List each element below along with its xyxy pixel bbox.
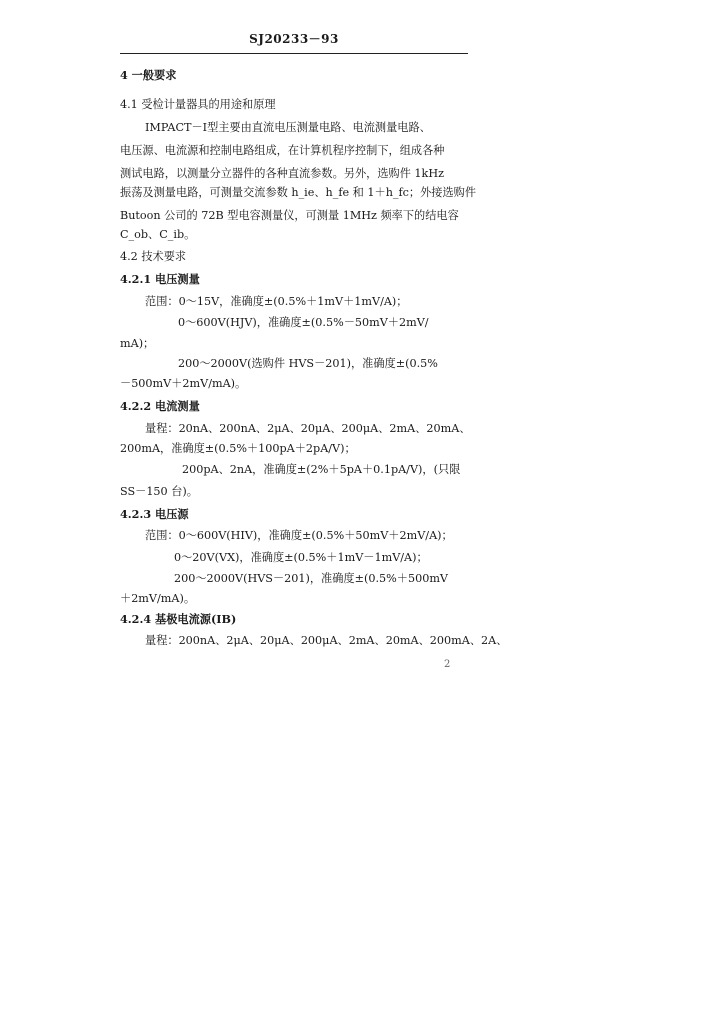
paragraph-line: 范围：0～600V(HIV)，准确度±(0.5%＋50mV＋2mV/A)；	[145, 529, 453, 542]
paragraph-line: 200～2000V(选购件 HVS－201)，准确度±(0.5%	[178, 357, 438, 370]
paragraph-line: Butoon 公司的 72B 型电容测量仪，可测量 1MHz 频率下的结电容	[120, 209, 459, 222]
page-number: 2	[444, 659, 451, 670]
paragraph-line: 200pA、2nA，准确度±(2%＋5pA＋0.1pA/V)，(只限	[182, 463, 461, 476]
document-header: SJ20233－93	[249, 32, 339, 46]
paragraph-line: 量程：200nA、2μA、20μA、200μA、2mA、20mA、200mA、2A、	[145, 634, 508, 647]
paragraph-line: 测试电路，以测量分立器件的各种直流参数。另外，选购件 1kHz	[120, 167, 444, 180]
section-4-1-heading: 4.1 受检计量器具的用途和原理	[120, 98, 276, 111]
section-4-2-heading: 4.2 技术要求	[120, 250, 187, 263]
section-4-2-3-heading: 4.2.3 电压源	[120, 507, 189, 521]
paragraph-line: 200～2000V(HVS－201)，准确度±(0.5%＋500mV	[174, 572, 449, 585]
paragraph-line: 振荡及测量电路，可测量交流参数 h_ie、h_fe 和 1＋h_fc；外接选购件	[120, 186, 477, 199]
paragraph-line: 200mA，准确度±(0.5%＋100pA＋2pA/V)；	[120, 442, 356, 455]
paragraph-line: 范围：0～15V，准确度±(0.5%＋1mV＋1mV/A)；	[145, 295, 408, 308]
paragraph-line: ＋2mV/mA)。	[120, 592, 196, 605]
header-rule	[120, 53, 468, 54]
paragraph-line: SS－150 台)。	[120, 485, 198, 498]
paragraph-line: IMPACT－Ⅰ型主要由直流电压测量电路、电流测量电路、	[145, 121, 431, 134]
section-4-2-4-heading: 4.2.4 基极电流源(IB)	[120, 612, 237, 626]
section-4-heading: 4 一般要求	[120, 68, 177, 82]
paragraph-line: 0～20V(VX)，准确度±(0.5%＋1mV－1mV/A)；	[174, 551, 428, 564]
paragraph-line: 量程：20nA、200nA、2μA、20μA、200μA、2mA、20mA、	[145, 422, 471, 435]
paragraph-line: 0～600V(HJV)，准确度±(0.5%－50mV＋2mV/	[178, 316, 429, 329]
paragraph-line: －500mV＋2mV/mA)。	[120, 377, 247, 390]
paragraph-line: 电压源、电流源和控制电路组成，在计算机程序控制下，组成各种	[120, 144, 445, 157]
paragraph-line: C_ob、C_ib。	[120, 228, 196, 241]
section-4-2-2-heading: 4.2.2 电流测量	[120, 399, 200, 413]
section-4-2-1-heading: 4.2.1 电压测量	[120, 272, 200, 286]
paragraph-line: mA)；	[120, 337, 155, 350]
